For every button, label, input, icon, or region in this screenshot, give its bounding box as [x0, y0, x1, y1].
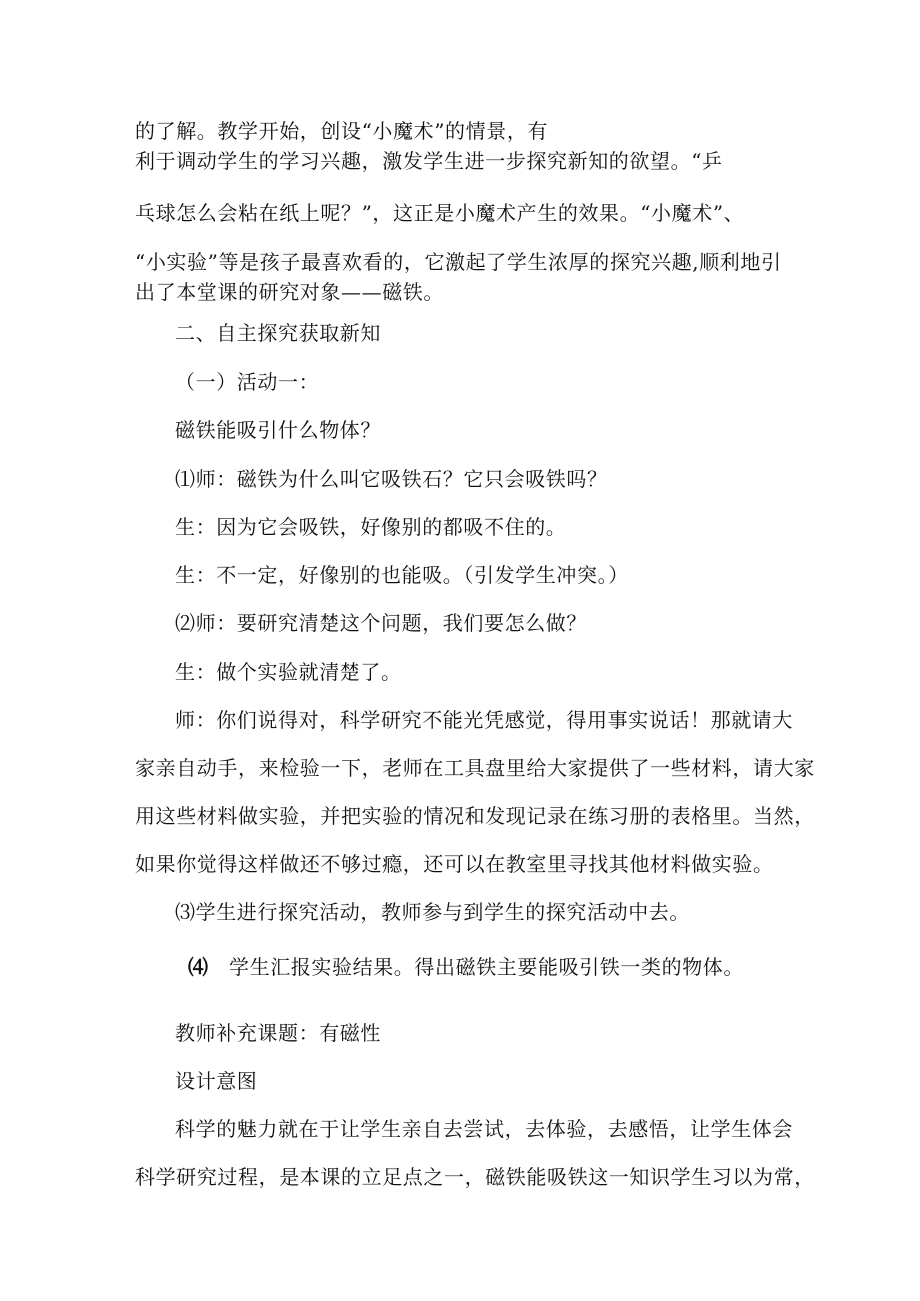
- paragraph-line: 利于调动学生的学习兴趣，激发学生进一步探究新知的欲望。“乒: [135, 149, 723, 173]
- activity-step: 学生汇报实验结果。得出磁铁主要能吸引铁一类的物体。: [229, 955, 744, 979]
- activity-step: ⑶学生进行探究活动，教师参与到学生的探究活动中去。: [175, 900, 690, 924]
- paragraph-line: 科学的魅力就在于让学生亲自去尝试，去体验，去感悟，让学生体会: [175, 1117, 793, 1141]
- dialogue-line: 生：不一定，好像别的也能吸。（引发学生冲突。）: [175, 563, 629, 587]
- paragraph-line: 出了本堂课的研究对象——磁铁。: [135, 280, 444, 304]
- design-intent-heading: 设计意图: [175, 1069, 258, 1093]
- paragraph-line: “小实验”等是孩子最喜欢看的，它激起了学生浓厚的探究兴趣,顺利地引: [135, 250, 782, 274]
- question-line: 磁铁能吸引什么物体？: [175, 418, 381, 442]
- paragraph-line: 师：你们说得对，科学研究不能光凭感觉，得用事实说话！那就请大: [175, 708, 793, 732]
- paragraph-line: 科学研究过程，是本课的立足点之一，磁铁能吸铁这一知识学生习以为常，: [135, 1165, 815, 1189]
- paragraph-line: 家亲自动手，来检验一下，老师在工具盘里给大家提供了一些材料，请大家: [135, 756, 815, 780]
- subsection-heading: （一）活动一：: [175, 370, 320, 394]
- dialogue-line: 生：做个实验就清楚了。: [175, 660, 402, 684]
- paragraph-line: 如果你觉得这样做还不够过瘾，还可以在教室里寻找其他材料做实验。: [135, 852, 774, 876]
- step-number: ⑷: [188, 955, 209, 979]
- dialogue-line: 生：因为它会吸铁，好像别的都吸不住的。: [175, 515, 567, 539]
- topic-line: 教师补充课题：有磁性: [175, 1021, 381, 1045]
- paragraph-line: 乓球怎么会粘在纸上呢？”，这正是小魔术产生的效果。“小魔术”、: [135, 201, 745, 225]
- dialogue-line: ⑴师：磁铁为什么叫它吸铁石？它只会吸铁吗？: [175, 467, 608, 491]
- section-heading: 二、自主探究获取新知: [175, 321, 381, 345]
- paragraph-line: 的了解。教学开始，创设“小魔术”的情景，有: [135, 119, 549, 143]
- dialogue-line: ⑵师：要研究清楚这个问题，我们要怎么做？: [175, 611, 587, 635]
- paragraph-line: 用这些材料做实验，并把实验的情况和发现记录在练习册的表格里。当然，: [135, 804, 815, 828]
